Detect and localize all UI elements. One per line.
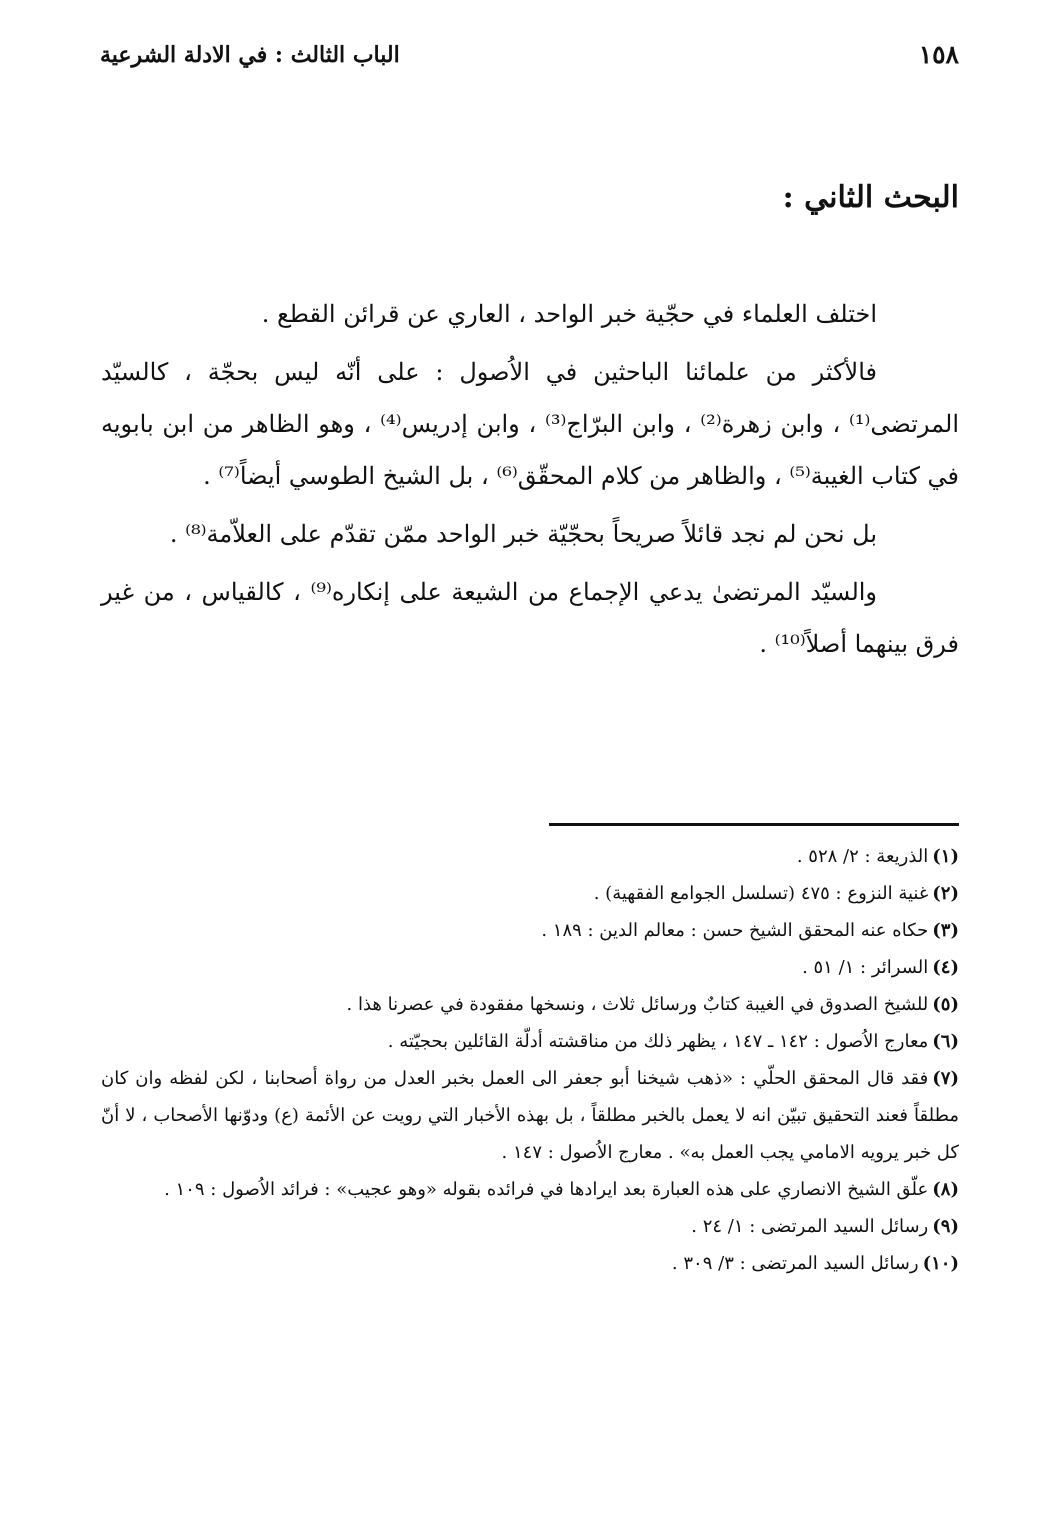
footnote-number: (٥): [932, 994, 959, 1015]
footnote: [101, 838, 959, 875]
footnote-text: للشيخ الصدوق في الغيبة كتابٌ ورسائل ثلاث ، ونسخها مفقودة في عصرنا هذا .: [346, 994, 929, 1015]
footnote-number: (٩): [932, 1216, 959, 1237]
footnote-number: (٧): [932, 1068, 959, 1089]
footnote-number: (٣): [932, 920, 959, 941]
footnote: [101, 1023, 959, 1060]
footnote-number: (٨): [932, 1179, 959, 1200]
footnote-text: رسائل السيد المرتضى : ١/ ٢٤ .: [691, 1216, 929, 1237]
body-paragraph: فالأكثر من علمائنا الباحثين في الاُصول : على أنّه ليس بحجّة ، كالسيّد المرتضى⁽¹⁾ ، وابن زهرة⁽²⁾ ، وابن البرّاج⁽³⁾ ، وابن إدريس⁽⁴⁾ ، وهو الظاهر من ابن بابويه في كتاب الغيبة⁽⁵⁾ ، والظاهر من كلام المحقّق⁽⁶⁾ ، بل الشيخ الطوسي أيضاً⁽⁷⁾ .: [101, 358, 959, 490]
footnote: [101, 986, 959, 1023]
footnote: [101, 875, 959, 912]
footnote-text: السرائر : ١/ ٥١ .: [802, 957, 929, 978]
footnote: [101, 1060, 959, 1171]
footnote-text: رسائل السيد المرتضى : ٣/ ٣٠٩ .: [671, 1253, 919, 1274]
page-number: ١٥٨: [918, 40, 959, 69]
footnote-text: غنية النزوع : ٤٧٥ (تسلسل الجوامع الفقهية) .: [593, 883, 929, 904]
footnote-number: (١٠): [922, 1253, 959, 1274]
footnote: [101, 949, 959, 986]
running-header: الباب الثالث : في الادلة الشرعية: [100, 42, 400, 68]
footnote-divider: [549, 823, 959, 826]
footnote: [101, 1245, 959, 1282]
footnote-text: معارج الاُصول : ١٤٢ ـ ١٤٧ ، يظهر ذلك من مناقشته أدلّة القائلين بحجيّته .: [387, 1031, 929, 1052]
footnotes: [101, 838, 959, 1282]
footnote: [101, 1208, 959, 1245]
footnote-text: الذريعة : ٢/ ٥٢٨ .: [796, 846, 929, 867]
section-title: البحث الثاني :: [782, 180, 959, 215]
footnote-text: علّق الشيخ الانصاري على هذه العبارة بعد ايرادها في فرائده بقوله «وهو عجيب» : فرائد الاُصول : ١٠٩ .: [164, 1179, 929, 1200]
footnote-text: حكاه عنه المحقق الشيخ حسن : معالم الدين : ١٨٩ .: [541, 920, 929, 941]
footnote-text: فقد قال المحقق الحلّي : «ذهب شيخنا أبو جعفر الى العمل بخبر العدل من رواة أصحابنا ، لكن لفظه وان كان مطلقاً فعند التحقيق تبيّن انه لا يعمل بالخبر مطلقاً ، بل بهذه الأخبار التي رويت عن الأئمة (ع) ودوّنها الأصحاب ، لا أنّ كل خبر يرويه الامامي يجب العمل به» . معارج الاُصول : ١٤٧ .: [101, 1068, 959, 1163]
body-paragraph: اختلف العلماء في حجّية خبر الواحد ، العاري عن قرائن القطع .: [261, 300, 877, 328]
body-text: [101, 288, 959, 676]
footnote: [101, 1171, 959, 1208]
footnote-number: (٤): [932, 957, 959, 978]
footnote-number: (٦): [932, 1031, 959, 1052]
footnote-number: (١): [932, 846, 959, 867]
body-paragraph: بل نحن لم نجد قائلاً صريحاً بحجّيّة خبر الواحد ممّن تقدّم على العلاّمة⁽⁸⁾ .: [169, 520, 877, 548]
footnote-number: (٢): [932, 883, 959, 904]
body-paragraph: والسيّد المرتضىٰ يدعي الإجماع من الشيعة على إنكاره⁽⁹⁾ ، كالقياس ، من غير فرق بينهما أصلاً⁽¹⁰⁾ .: [101, 578, 959, 658]
footnote: [101, 912, 959, 949]
